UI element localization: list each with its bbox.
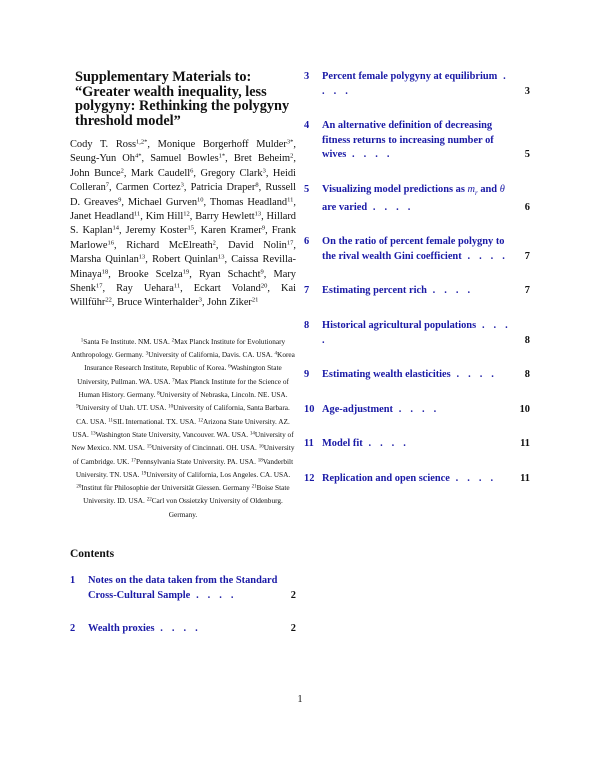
toc-entry[interactable] <box>304 284 530 299</box>
toc-page-number: 11 <box>520 472 530 484</box>
author-affil-sup: 9 <box>118 196 122 204</box>
toc-title[interactable]: Age-adjustment . . . . <box>322 403 440 415</box>
affiliation-sup: 7 <box>172 378 175 384</box>
toc-page-number: 8 <box>524 369 530 381</box>
toc-number: 10 <box>304 403 315 415</box>
author-affil-sup: 7 <box>105 181 110 189</box>
toc-page-number: 2 <box>290 589 296 601</box>
author-name: Heidi Colleran <box>70 167 296 194</box>
toc-page-number: 2 <box>290 623 296 635</box>
toc-title[interactable]: Percent female polygyny at equilibrium . . . . <box>322 71 509 97</box>
toc-number: 7 <box>304 285 310 297</box>
toc-title[interactable]: Replication and open science . . . . <box>322 472 497 484</box>
author-name: Mary Shenk <box>70 268 296 295</box>
author-name: Michael Gurven <box>127 196 198 208</box>
toc-page-number: 10 <box>519 403 530 415</box>
toc-title[interactable]: Visualizing model predictions as $m_r$ and θ are varied . . . . <box>322 183 505 213</box>
toc-number: 2 <box>70 623 76 635</box>
affiliation-text: University of Cambridge. UK. <box>72 443 295 466</box>
author-affil-sup: 14 <box>112 224 119 232</box>
affiliation-sup: 1 <box>80 338 84 344</box>
author-name: Kim Hill <box>145 211 184 223</box>
affiliation-text: Washington State University, Pullman. WA. USA. <box>77 363 282 386</box>
author-name: Ray Uehara <box>116 283 174 295</box>
toc-title[interactable]: Estimating wealth elasticities . . . . <box>322 369 498 381</box>
author-affil-sup: 13 <box>254 210 262 218</box>
toc-entry[interactable] <box>70 574 296 603</box>
author-name: Marsha Quinlan <box>70 254 139 266</box>
toc-page-number: 6 <box>524 201 530 213</box>
affiliations <box>70 335 296 521</box>
toc-left <box>70 574 296 637</box>
toc-title[interactable]: On the ratio of percent female polygny to the rival wealth Gini coefficient . . . . <box>322 236 509 262</box>
toc-page-number: 8 <box>524 334 530 346</box>
toc-title[interactable]: Estimating percent rich . . . . <box>322 285 474 297</box>
title-line-1: Supplementary Materials to: <box>75 69 252 85</box>
author-name: Jeremy Koster <box>125 225 188 237</box>
author-affil-sup: 1,2* <box>136 138 148 146</box>
affiliation-sup: 10 <box>168 404 174 410</box>
author-name: Russell D. Greaves <box>70 182 297 208</box>
affiliation-sup: 13 <box>90 431 96 437</box>
author-name: Eckart Voland <box>193 283 261 295</box>
toc-entry[interactable] <box>304 183 530 215</box>
author-name: Frank Marlowe <box>70 225 297 251</box>
affiliation-text: Max Planck Institute for Evolutionary Anthropology. Germany. <box>71 336 286 360</box>
affiliation-text: SIL International. TX. USA. <box>113 416 198 426</box>
affiliation-text: Washington State University, Vancouver. WA. USA. <box>95 429 250 439</box>
left-column <box>70 70 296 637</box>
title-line-3: polygyny: Rethinking the polygyny <box>75 98 290 114</box>
affiliation-sup: 8 <box>157 391 160 397</box>
affiliation-sup: 22 <box>146 497 152 503</box>
author-name: John Bunce <box>70 167 121 179</box>
toc-title[interactable]: An alternative definition of decreasing fitness returns to increasing number of wives . . . . <box>322 120 494 161</box>
affiliation-text: University of California, Los Angeles. CA. USA. <box>146 469 291 479</box>
toc-number: 3 <box>304 71 310 82</box>
toc-right <box>304 70 530 487</box>
toc-number: 6 <box>304 236 310 248</box>
page-number: 1 <box>297 694 303 705</box>
toc-leader: . . . . <box>154 623 201 635</box>
toc-page-number: 3 <box>524 85 530 97</box>
affiliation-text: Institut für Philosophie der Universität Giessen. Germany <box>81 483 252 493</box>
author-affil-sup: 9 <box>260 268 264 276</box>
author-name: Bruce Winterhalder <box>117 297 199 309</box>
author-name: Thomas Headland <box>209 196 288 208</box>
toc-leader: . . . . <box>449 472 497 484</box>
author-affil-sup: 11 <box>173 282 181 290</box>
toc-number: 8 <box>304 320 310 332</box>
affiliation-text: Arizona State University. AZ. USA. <box>72 416 290 439</box>
author-name: Robert Quinlan <box>152 254 218 266</box>
toc-title[interactable]: Model fit . . . . <box>322 438 410 450</box>
toc-page-number: 7 <box>524 285 530 297</box>
affiliation-text: University of Cincinnati. OH. USA. <box>151 443 259 453</box>
author-name: Bret Beheim <box>233 153 291 165</box>
author-name: Karen Kramer <box>200 225 262 237</box>
author-affil-sup: 2 <box>212 239 216 247</box>
affiliation-text: Pennsylvania State University. PA. USA. <box>136 456 258 466</box>
author-name: Samuel Bowles <box>150 153 219 165</box>
author-name: Ryan Schacht <box>199 268 261 280</box>
author-affil-sup: 20 <box>260 282 268 290</box>
author-affil-sup: 21 <box>251 296 259 304</box>
author-name: Hillard S. Kaplan <box>70 211 296 237</box>
math-symbol: $m_r$ <box>467 183 478 198</box>
toc-page-number: 5 <box>524 149 530 161</box>
toc-title[interactable]: Wealth proxies . . . . <box>88 623 201 635</box>
author-affil-sup: 17 <box>286 239 294 247</box>
author-name: Monique Borgerhoff Mulder <box>157 139 287 150</box>
toc-number: 1 <box>70 575 76 587</box>
toc-page-number: 7 <box>524 250 530 262</box>
affiliation-text: Max Planck Institute for the Science of Human History. Germany. <box>78 376 289 400</box>
author-name: Mark Caudell <box>130 167 191 179</box>
toc-entry[interactable] <box>304 437 530 452</box>
affiliation-sup: 12 <box>197 418 203 424</box>
author-affil-sup: 3 <box>262 167 266 175</box>
toc-entry[interactable] <box>304 403 530 418</box>
affiliation-sup: 20 <box>76 484 82 490</box>
contents-heading: Contents <box>70 548 115 561</box>
affiliation-text: Vanderbilt University. TN. USA. <box>75 456 294 479</box>
affiliation-sup: 6 <box>228 364 231 370</box>
affiliation-text: University of California, Santa Barbara. CA. USA. <box>76 403 290 426</box>
affiliation-sup: 18 <box>257 458 263 464</box>
author-affil-sup: 6 <box>190 167 194 175</box>
author-affil-sup: 12 <box>183 210 190 218</box>
author-name: Janet Headland <box>70 211 135 223</box>
author-affil-sup: 3 <box>198 296 202 304</box>
author-affil-sup: 13 <box>217 253 225 261</box>
affiliation-text: Carl von Ossietzky University of Oldenburg. Germany. <box>151 496 283 519</box>
author-name: Kai Willführ <box>70 283 296 309</box>
author-affil-sup: 11 <box>134 210 141 218</box>
toc-entry[interactable] <box>304 235 530 264</box>
toc-leader: . . . . <box>426 285 474 297</box>
toc-entry[interactable] <box>70 622 296 637</box>
affiliation-sup: 19 <box>141 471 147 477</box>
toc-number: 11 <box>304 438 314 450</box>
toc-entry[interactable] <box>304 119 530 163</box>
author-affil-sup: 3* <box>286 138 294 146</box>
affiliation-text: University of California, Davis. CA. USA. <box>148 350 275 360</box>
toc-leader: . . . . <box>367 201 414 213</box>
affiliation-sup: 14 <box>249 431 255 437</box>
author-affil-sup: 9 <box>261 224 266 232</box>
toc-entry[interactable] <box>304 368 530 383</box>
toc-entry[interactable] <box>304 70 530 99</box>
affiliation-sup: 4 <box>274 351 278 357</box>
toc-leader: . . . . <box>190 589 237 601</box>
author-affil-sup: 11 <box>287 196 294 204</box>
toc-leader: . . . . <box>346 149 393 161</box>
toc-leader: . . . . <box>322 320 511 346</box>
toc-page-number: 11 <box>520 438 530 450</box>
author-name: Carmen Cortez <box>115 182 181 194</box>
title-line-4: threshold model” <box>75 112 181 129</box>
affiliation-text: University of Nebraska, Lincoln. NE. USA. <box>159 390 288 400</box>
toc-number: 9 <box>304 369 310 381</box>
author-name: Gregory Clark <box>200 167 263 179</box>
affiliation-sup: 11 <box>108 418 114 424</box>
author-affil-sup: 17 <box>95 282 103 290</box>
toc-title[interactable]: Notes on the data taken from the Standard Cross-Cultural Sample . . . . <box>88 575 278 601</box>
author-affil-sup: 8 <box>255 181 259 189</box>
toc-number: 5 <box>304 183 310 195</box>
author-affil-sup: 2 <box>120 167 124 175</box>
author-name: Brooke Scelza <box>117 268 183 280</box>
title-line-2: “Greater wealth inequality, less <box>75 83 267 100</box>
author-name: Barry Hewlett <box>195 211 255 223</box>
author-affil-sup: 13 <box>138 253 146 261</box>
right-column <box>304 70 530 487</box>
affiliation-text: Boise State University. ID. USA. <box>83 483 290 506</box>
author-name: Caissa Revilla-Minaya <box>70 254 297 280</box>
affiliation-sup: 3 <box>145 351 149 357</box>
toc-title[interactable]: Historical agricultural populations . . . . <box>322 320 511 346</box>
affiliation-sup: 16 <box>258 444 264 450</box>
toc-leader: . . . . <box>362 438 410 450</box>
author-list: Cody T. Ross$^{1,2*}$, Monique Borgerhoff Mulder$^{3*}$, Seung-Yun $Oh^{4*}$, Samuel Bowles$^{1*}$, Bret Beheim$^2$, John Bunce$^2$, Mark Caudell$^6$, Gregory Clark$^3$, Heidi Colleran$^7$, Carmen Cortez$^3$, Patricia Draper$^8$, Russell D. Greaves$^9$, Michael Gurven$^{10}$, Thomas Headland$^{11}$, Janet Headland$^{11}$, Kim Hill$^{12}$, Barry Hewlett$^{13}$, Hillard S. Kaplan$^{14}$, Jeremy Koster$^{15}$, Karen Kramer$^9$, Frank Marlowe$^{16}$, Richard McElreath$^2$, David Nolin$^{17}$, Marsha Quinlan$^{13}$, Robert Quinlan$^{13}$, Caissa Revilla-Minaya$^{18}$, Brooke Scelza$^{19}$, Ryan Schacht$^9$, Mary Shenk$^{17}$, Ray Uehara$^{11}$, Eckart Voland$^{20}$, Kai Willführ$^{22}$, Bruce Winterhalder$^3$, John Ziker$^{21}$ <box>70 138 297 309</box>
author-affil-sup: 18 <box>101 268 109 276</box>
affiliation-text: University of Utah. UT. USA. <box>78 403 169 413</box>
affiliation-sup: 15 <box>146 444 152 450</box>
toc-leader: . . . . <box>450 369 498 381</box>
author-name: Patricia Draper <box>190 182 256 194</box>
affiliation-text: University of New Mexico. NM. USA. <box>71 429 294 453</box>
author-affil-sup: 2 <box>290 152 294 160</box>
author-affil-sup: 10 <box>197 196 204 204</box>
affiliation-sup: 9 <box>76 404 79 410</box>
toc-number: 12 <box>304 472 315 484</box>
math-symbol: θ <box>499 183 505 195</box>
author-affil-sup: 15 <box>187 224 194 232</box>
affiliation-text: Santa Fe Institute. NM. USA. <box>83 336 172 346</box>
author-affil-sup: 1* <box>218 152 226 160</box>
author-name: Richard McElreath <box>126 239 213 251</box>
toc-entry[interactable] <box>304 319 530 348</box>
author-affil-sup: 22 <box>105 296 112 304</box>
affiliation-sup: 21 <box>251 484 257 490</box>
affiliation-sup: 17 <box>131 458 137 464</box>
author-name: Seung-Yun Oh <box>70 153 135 165</box>
toc-leader: . . . . <box>393 403 440 415</box>
toc-entry[interactable] <box>304 472 530 487</box>
author-affil-sup: 3 <box>180 181 184 189</box>
author-affil-sup: 4* <box>134 152 142 160</box>
affiliation-text: Korea Insurance Research Institute, Republic of Korea. <box>84 350 295 373</box>
author-affil-sup: 19 <box>182 268 190 276</box>
author-name: John Ziker <box>207 297 252 309</box>
toc-leader: . . . . <box>322 71 509 97</box>
paper-title <box>75 70 296 128</box>
affiliation-sup: 2 <box>171 338 175 344</box>
author-affil-sup: 16 <box>107 239 115 247</box>
toc-number: 4 <box>304 120 310 132</box>
toc-leader: . . . . <box>461 250 509 262</box>
author-name: Cody T. Ross <box>70 139 137 150</box>
author-name: David Nolin <box>228 239 287 251</box>
